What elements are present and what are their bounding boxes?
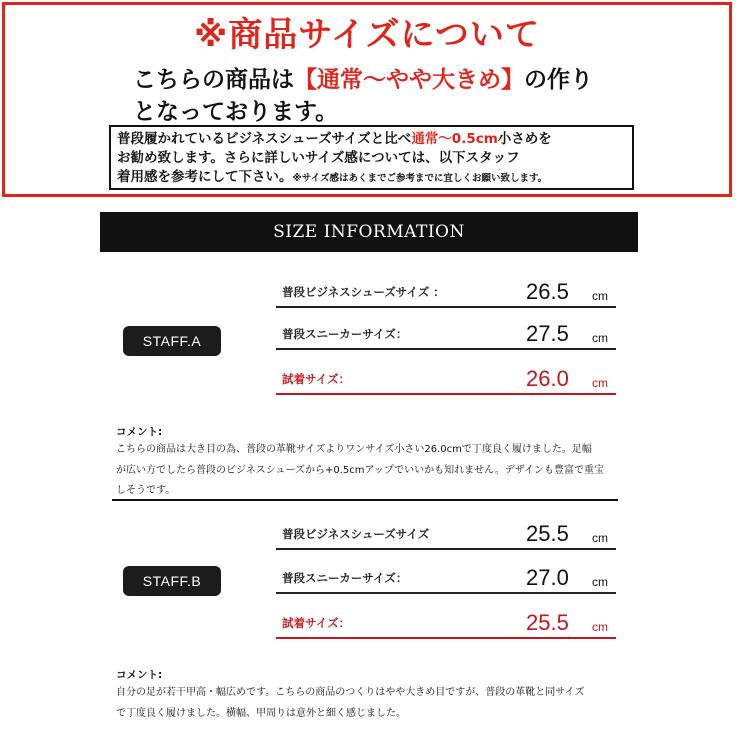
staff-b-comment-heading: コメント:	[116, 669, 163, 681]
row-label: 普段ビジネスシューズサイズ	[282, 527, 430, 541]
detail-line-2: お勧め致します。さらに詳しいサイズ感については、以下スタッフ	[117, 150, 520, 166]
detail-line-3	[117, 168, 626, 188]
detail-line-3-main: 着用感を参考にして下さい。	[117, 169, 293, 185]
notice-title: ※商品サイズについて	[194, 15, 540, 55]
row-label: 普段ビジネスシューズサイズ ：	[282, 285, 445, 299]
staff-b-trial-size-row	[276, 607, 616, 639]
comment-line: が広い方でしたら普段のビジネスシューズから+0.5cmアップでいいかも知れません。デザインも豊富で重宝	[116, 464, 605, 476]
staff-b-business-size-row	[276, 518, 616, 550]
comment-line: 自分の足が若干甲高・幅広めです。こちらの商品のつくりはやや大きめ目ですが、普段の革靴と同サイズ	[116, 687, 585, 698]
detail-line-1	[117, 130, 626, 149]
row-value: 25.5	[526, 521, 569, 546]
row-value: 26.0	[526, 366, 569, 391]
staff-a-comment-heading: コメント:	[116, 426, 163, 438]
staff-a-sneaker-size-row	[276, 318, 616, 350]
row-label: 試着サイズ：	[282, 616, 351, 630]
staff-a-trial-size-row	[276, 363, 616, 395]
notice-line-1-pre: こちらの商品は	[133, 67, 294, 93]
staff-a-business-size-row	[276, 276, 616, 308]
notice-line-1-post: の作り	[524, 67, 593, 93]
comment-line: で丁度良く履けました。横幅、甲周りは意外と細く感じました。	[116, 707, 406, 719]
notice-line-1	[133, 61, 593, 94]
detail-line-1-pre: 普段履かれているビジネスシューズサイズと比べ	[117, 131, 412, 147]
comment-line: しそうです。	[116, 485, 176, 496]
row-value: 27.0	[526, 565, 569, 590]
comment-line: こちらの商品は大き目の為、普段の革靴サイズよりワンサイズ小さい26.0cmで丁度良く履けました。足幅	[116, 444, 592, 455]
notice-line-2: となっております。	[133, 99, 339, 125]
size-information-header: SIZE INFORMATION	[100, 212, 638, 252]
detail-line-1-highlight: 通常～0.5cm	[411, 131, 498, 147]
row-unit: cm	[592, 531, 608, 545]
row-label: 普段スニーカーサイズ：	[282, 571, 408, 585]
row-unit: cm	[592, 620, 608, 634]
row-unit: cm	[592, 575, 608, 589]
section-divider	[112, 499, 618, 501]
staff-b-badge: STAFF.B	[123, 566, 221, 596]
staff-b-sneaker-size-row	[276, 562, 616, 594]
staff-b-comment	[116, 683, 626, 724]
size-notice-box	[2, 2, 732, 197]
row-value: 27.5	[526, 321, 569, 346]
row-value: 26.5	[526, 279, 569, 304]
row-value: 25.5	[526, 610, 569, 635]
staff-a-badge: STAFF.A	[123, 326, 221, 356]
notice-detail-box	[109, 125, 634, 190]
notice-line-1-highlight: 【通常～やや大きめ】	[294, 67, 524, 93]
staff-a-comment	[116, 440, 626, 502]
detail-line-1-post: 小さめを	[497, 131, 552, 147]
row-label: 試着サイズ：	[282, 372, 351, 386]
row-unit: cm	[592, 376, 608, 390]
detail-line-3-note: ※サイズ感はあくまでご参考までに宜しくお願い致します。	[292, 173, 548, 184]
row-unit: cm	[592, 289, 608, 303]
row-unit: cm	[592, 331, 608, 345]
row-label: 普段スニーカーサイズ：	[282, 327, 408, 341]
